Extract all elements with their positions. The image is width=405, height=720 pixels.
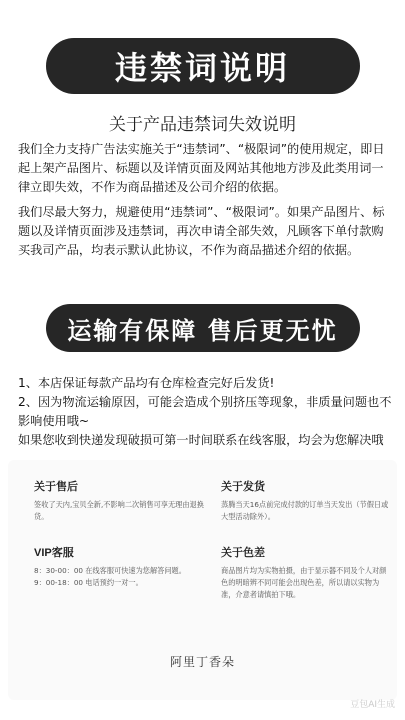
color-diff-title: 关于色差 — [221, 547, 265, 559]
shipping-line-1: 1、本店保证每款产品均有仓库检查完好后发货! — [18, 376, 275, 390]
shipping-time-title: 关于发货 — [221, 481, 265, 493]
shipping-time-block — [221, 478, 391, 523]
color-diff-text: 商品图片均为实物拍摄，由于显示器不同及个人对颜色的明暗辨不同可能会出现色差，所以请以实物为准，介意者请慎拍下哦。 — [221, 566, 387, 599]
watermark: 豆包AI生成 — [350, 700, 395, 710]
shipping-time-text: 蒸腾当天16点前完成付款的订单当天发出（节假日或大型活动除外）。 — [221, 500, 389, 521]
vip-service-block — [34, 544, 204, 589]
after-sales-title: 关于售后 — [34, 481, 78, 493]
color-diff-block — [221, 544, 391, 601]
info-card — [8, 460, 397, 700]
page-title: 违禁词说明 — [46, 38, 360, 94]
after-sales-text: 签收了天内,宝贝全新,不影响二次销售可享无理由退换货。 — [34, 500, 204, 521]
after-sales-block — [34, 478, 204, 523]
shipping-banner: 运输有保障 售后更无忧 — [46, 304, 360, 352]
shop-name: 阿里丁香朵 — [169, 655, 235, 669]
notice-paragraph-1: 我们全力支持广告法实施关于“违禁词”、“极限词”的使用规定，即日起上架产品图片、标题以及详情页面及网站其他地方涉及此类用词一律立即失效，不作为商品描述及公司介绍的依据。 — [18, 142, 385, 194]
section-subtitle: 关于产品违禁词失效说明 — [109, 115, 296, 135]
vip-service-line-1: 8：30-00：00 在线客服可快速为您解答问题。 — [34, 566, 186, 575]
shipping-line-2: 2、因为物流运输原因，可能会造成个别挤压等现象，非质量问题也不影响使用哦~ — [18, 395, 392, 428]
shipping-line-3: 如果您收到快递发现破损可第一时间联系在线客服，均会为您解决哦 — [18, 433, 384, 447]
notice-paragraph-2: 我们尽最大努力，规避使用“违禁词”、“极限词”。如果产品图片、标题以及详情页面涉及违禁词，再次申请全部失效，凡顾客下单付款购买我司产品，均表示默认此协议，不作为商品描述介绍的依据。 — [18, 205, 385, 257]
vip-service-line-2: 9：00-18：00 电话预约一对一。 — [34, 578, 143, 587]
vip-service-title: VIP客服 — [34, 547, 74, 559]
